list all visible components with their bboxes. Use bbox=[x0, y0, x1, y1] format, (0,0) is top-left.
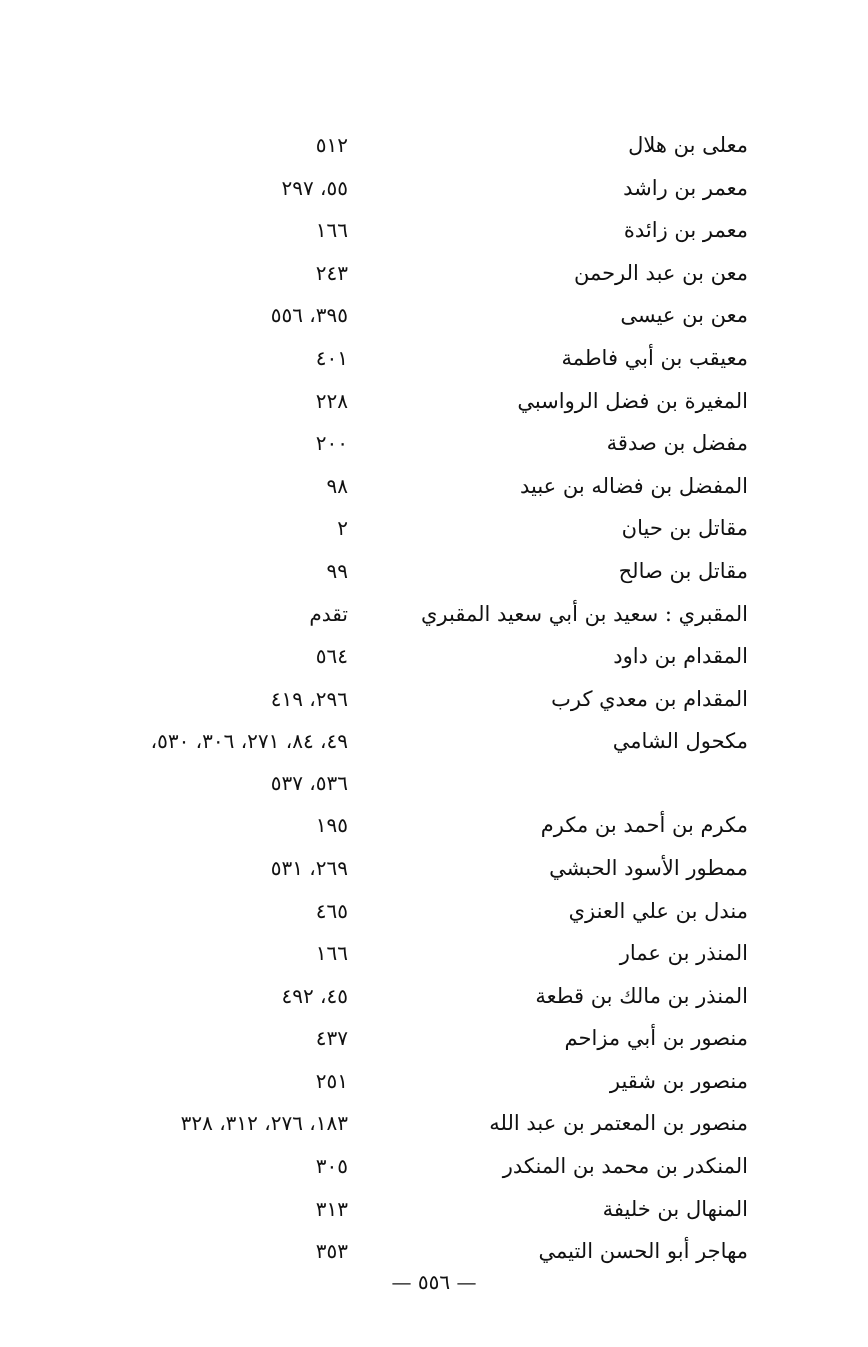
entry-pages: ٢٠٠ bbox=[315, 431, 348, 456]
index-entry bbox=[0, 209, 868, 252]
entry-pages: ١٨٣، ٢٧٦، ٣١٢، ٣٢٨ bbox=[180, 1111, 348, 1136]
index-entry bbox=[0, 1102, 868, 1145]
index-entry bbox=[0, 465, 868, 508]
index-entry bbox=[0, 294, 868, 337]
entry-name: منصور بن أبي مزاحم bbox=[564, 1026, 748, 1051]
entry-pages: ٣٩٥، ٥٥٦ bbox=[270, 303, 348, 328]
index-entry bbox=[0, 593, 868, 636]
entry-pages: تقدم bbox=[309, 601, 348, 626]
entry-name: المقدام بن معدي كرب bbox=[551, 686, 748, 711]
index-entry bbox=[0, 720, 868, 804]
entry-pages: ٥١٢ bbox=[315, 133, 348, 157]
entry-pages: ٣٥٣ bbox=[315, 1239, 348, 1264]
entry-pages: ٩٨ bbox=[326, 473, 348, 498]
index-entry bbox=[0, 124, 868, 167]
entry-name: المنذر بن مالك بن قطعة bbox=[535, 983, 748, 1008]
entry-name: معمر بن زائدة bbox=[623, 218, 748, 243]
entry-name: معن بن عبد الرحمن bbox=[573, 260, 748, 285]
entry-pages: ٩٩ bbox=[326, 558, 348, 583]
entry-name: ممطور الأسود الحبشي bbox=[549, 855, 748, 880]
index-entry bbox=[0, 678, 868, 721]
entry-pages: ٢ bbox=[337, 516, 348, 541]
index-entry bbox=[0, 507, 868, 550]
index-entry bbox=[0, 1188, 868, 1231]
entry-name: معمر بن راشد bbox=[623, 175, 748, 200]
index-entry bbox=[0, 422, 868, 465]
entry-pages: ١٦٦ bbox=[315, 941, 348, 966]
index-entry bbox=[0, 804, 868, 847]
entry-name: مندل بن علي العنزي bbox=[568, 898, 748, 923]
entry-pages: ٢٥١ bbox=[315, 1068, 348, 1093]
entry-pages-continued: ٥٣٦، ٥٣٧ bbox=[270, 771, 348, 796]
entry-name: المقبري : سعيد بن أبي سعيد المقبري bbox=[420, 601, 748, 626]
page-number: — ٥٥٦ — bbox=[391, 1270, 477, 1294]
entry-name: معلى بن هلال bbox=[628, 133, 748, 157]
entry-name: مفضل بن صدقة bbox=[606, 431, 748, 456]
index-entry bbox=[0, 1017, 868, 1060]
entry-name: المغيرة بن فضل الرواسبي bbox=[517, 388, 748, 413]
entry-pages: ٣٠٥ bbox=[315, 1154, 348, 1179]
index-list bbox=[0, 124, 868, 1273]
entry-pages: ٣١٣ bbox=[315, 1196, 348, 1221]
index-entry bbox=[0, 932, 868, 975]
entry-pages: ٢٤٣ bbox=[315, 260, 348, 285]
entry-name: منصور بن شقير bbox=[609, 1068, 748, 1093]
index-entry bbox=[0, 1060, 868, 1103]
entry-pages: ٤٠١ bbox=[315, 345, 348, 370]
entry-name: مكرم بن أحمد بن مكرم bbox=[540, 813, 748, 838]
index-entry bbox=[0, 380, 868, 423]
index-entry bbox=[0, 890, 868, 933]
entry-pages: ٢٦٩، ٥٣١ bbox=[270, 855, 348, 880]
entry-name: مهاجر أبو الحسن التيمي bbox=[538, 1239, 748, 1264]
entry-name: معيقب بن أبي فاطمة bbox=[561, 345, 748, 370]
index-entry bbox=[0, 252, 868, 295]
entry-pages-line: ٤٩، ٨٤، ٢٧١، ٣٠٦، ٥٣٠، bbox=[150, 729, 348, 754]
entry-name: مكحول الشامي bbox=[612, 729, 748, 754]
entry-name: معن بن عيسى bbox=[620, 303, 748, 328]
entry-pages: ٤٣٧ bbox=[315, 1026, 348, 1051]
entry-pages: ١٦٦ bbox=[315, 218, 348, 243]
index-entry bbox=[0, 847, 868, 890]
entry-pages: ٢٩٦، ٤١٩ bbox=[270, 686, 348, 711]
entry-pages: ١٩٥ bbox=[315, 813, 348, 838]
entry-name: المنكدر بن محمد بن المنكدر bbox=[502, 1154, 748, 1179]
index-entry bbox=[0, 1145, 868, 1188]
entry-pages: ٥٥، ٢٩٧ bbox=[281, 175, 348, 200]
entry-pages: ٥٦٤ bbox=[315, 644, 348, 669]
entry-name: مقاتل بن حيان bbox=[621, 516, 748, 541]
entry-name: منصور بن المعتمر بن عبد الله bbox=[489, 1111, 748, 1136]
index-entry bbox=[0, 337, 868, 380]
entry-pages: ٤٥، ٤٩٢ bbox=[281, 983, 348, 1008]
index-entry bbox=[0, 167, 868, 210]
entry-pages: ٢٢٨ bbox=[315, 388, 348, 413]
index-entry bbox=[0, 975, 868, 1018]
entry-name: مقاتل بن صالح bbox=[618, 558, 748, 583]
entry-name: المنذر بن عمار bbox=[619, 941, 748, 966]
entry-name: المفضل بن فضاله بن عبيد bbox=[519, 473, 748, 498]
index-entry bbox=[0, 635, 868, 678]
entry-pages: ٤٦٥ bbox=[315, 898, 348, 923]
index-entry bbox=[0, 1230, 868, 1273]
entry-name: المقدام بن داود bbox=[613, 644, 748, 669]
entry-pages bbox=[151, 720, 348, 804]
index-entry bbox=[0, 550, 868, 593]
entry-name: المنهال بن خليفة bbox=[602, 1196, 748, 1221]
